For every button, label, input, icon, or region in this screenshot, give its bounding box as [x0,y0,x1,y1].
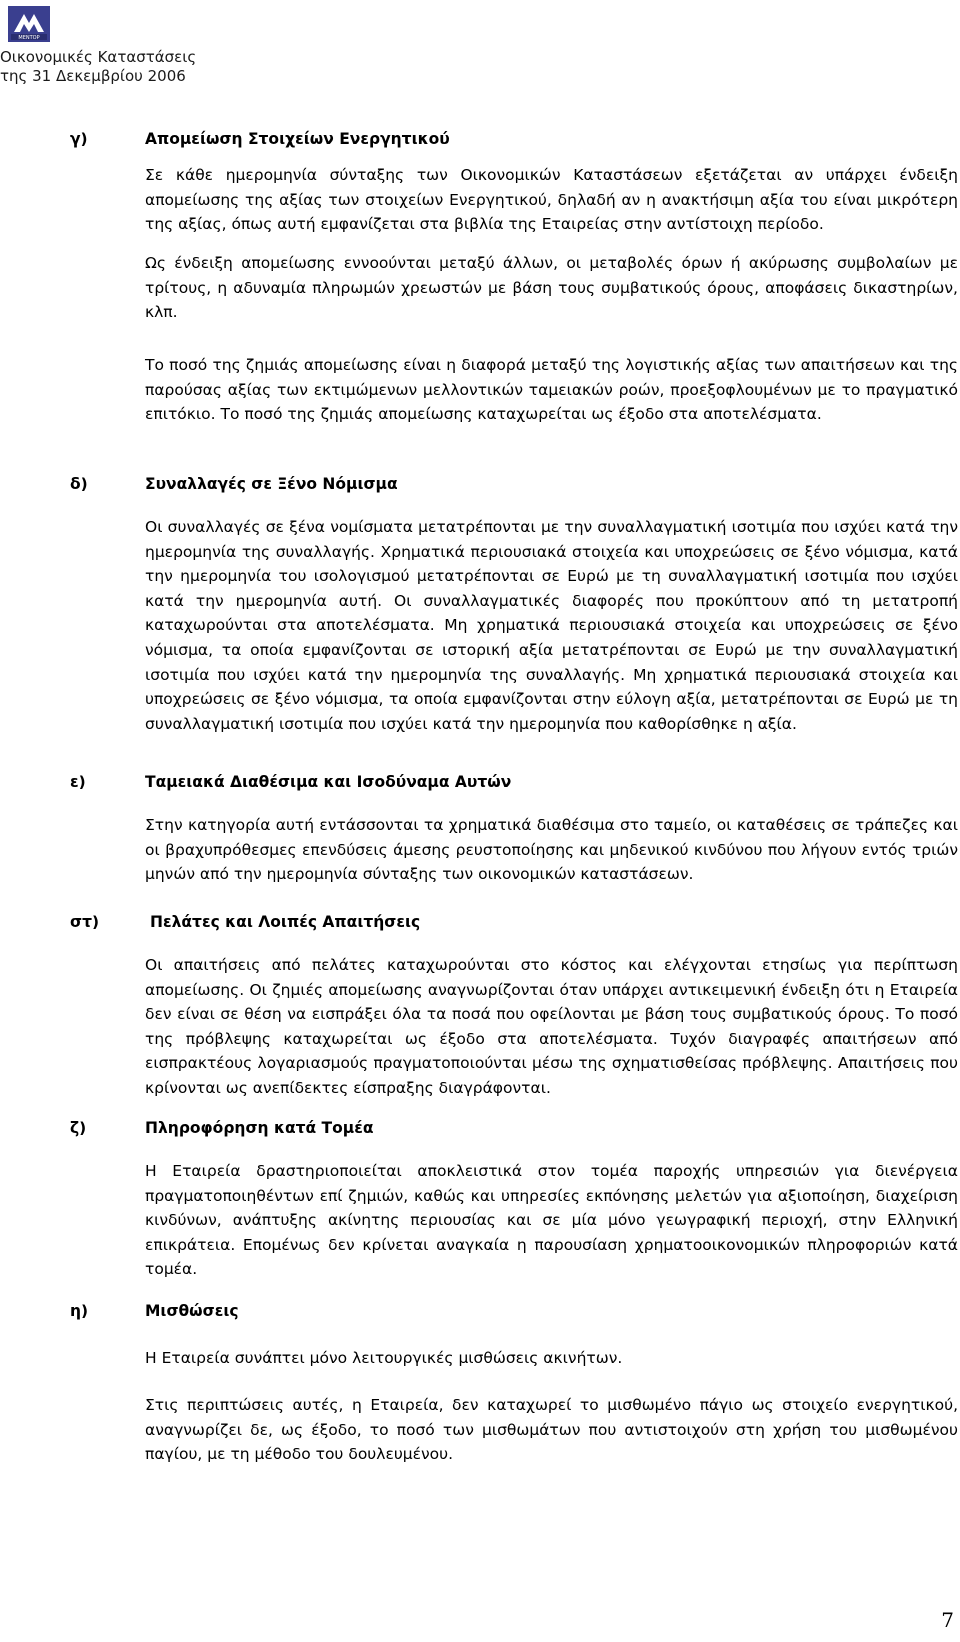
paragraph: Ως ένδειξη απομείωσης εννοούνται μεταξύ άλλων, οι μεταβολές όρων ή ακύρωσης συμβολαίων με τρίτους, η αδυναμία πληρωμών χρεωστών με βάση τους συμβατικούς όρους, αποφάσεις δικαστηρίων, κλπ. [145,254,958,322]
section-letter: ε) [70,773,86,791]
paragraph: Η Εταιρεία δραστηριοποιείται αποκλειστικά στον τομέα παροχής υπηρεσιών για διενέργεια πραγματοποιηθέντων επί ζημιών, καθώς και υπηρεσίες εκπόνησης μελετών για αξιοποίηση, διαχείριση κινδύνων, ανάπτυξης ακίνητης περιουσίας και σε μία μόνο γεωγραφική περιοχή, στην Ελληνική επικράτεια. Επομένως δεν κρίνεται αναγκαία η παρουσίαση χρηματοοικονομικών πληροφοριών κατά τομέα. [145,1162,958,1279]
paragraph: Σε κάθε ημερομηνία σύνταξης των Οικονομικών Καταστάσεων εξετάζεται αν υπάρχει ένδειξη απομείωσης της αξίας των στοιχείων Ενεργητικού, δηλαδή αν η ανακτήσιμη αξία του είναι μικρότερη της αξίας, όπως αυτή εμφανίζεται στα βιβλία της Εταιρείας στην αντίστοιχη περίοδο. [145,166,958,234]
section-title: Μισθώσεις [145,1302,239,1320]
company-title-line2: της 31 Δεκεμβρίου 2006 [0,67,186,85]
section-letter: ζ) [70,1119,87,1137]
section-title: Ταμειακά Διαθέσιμα και Ισοδύναμα Αυτών [145,773,512,791]
paragraph: Στις περιπτώσεις αυτές, η Εταιρεία, δεν καταχωρεί το μισθωμένο πάγιο ως στοιχείο ενεργητικού, αναγνωρίζει δε, ως έξοδο, το ποσό των μισθωμάτων που αντιστοιχούν στη χρήση του μισθωμένου παγίου, με τη μέθοδο του δουλευμένου. [145,1396,958,1464]
section-letter: γ) [70,130,88,148]
paragraph: Στην κατηγορία αυτή εντάσσονται τα χρηματικά διαθέσιμα στο ταμείο, οι καταθέσεις σε τράπεζες και οι βραχυπρόθεσμες επενδύσεις άμεσης ρευστοποίησης και μηδενικού κινδύνου που λήγουν εντός τριών μηνών από την ημερομηνία σύνταξης των οικονομικών καταστάσεων. [145,816,958,884]
section-title: Απομείωση Στοιχείων Ενεργητικού [145,130,450,148]
section-letter: στ) [70,913,100,931]
svg-text:MENTOP: MENTOP [18,35,40,41]
paragraph: Οι συναλλαγές σε ξένα νομίσματα μετατρέπονται με την συναλλαγματική ισοτιμία που ισχύει κατά την ημερομηνία της συναλλαγής. Χρηματικά περιουσιακά στοιχεία και υποχρεώσεις σε ξένο νόμισμα, κατά την ημερομηνία του ισολογισμού μετατρέπονται σε Ευρώ με τη συναλλαγματική ισοτιμία που ισχύει κατά την ημερομηνία αυτή. Οι συναλλαγματικές διαφορές που προκύπτουν από τη μετατροπή καταχωρούνται στα αποτελέσματα. Μη χρηματικά περιουσιακά στοιχεία και υποχρεώσεις σε ξένο νόμισμα, τα οποία εμφανίζονται σε ιστορική αξία μετατρέπονται σε Ευρώ με την συναλλαγματική ισοτιμία που ισχύει κατά την ημερομηνία της συναλλαγής. Μη χρηματικά περιουσιακά στοιχεία και υποχρεώσεις σε ξένο νόμισμα, τα οποία εμφανίζονται στην εύλογη αξία, μετατρέπονται σε Ευρώ με τη συναλλαγματική ισοτιμία που ισχύει κατά την ημερομηνία που καθορίσθηκε η αξία. [145,518,958,733]
page-number: 7 [941,1608,954,1632]
paragraph: Οι απαιτήσεις από πελάτες καταχωρούνται στο κόστος και ελέγχονται ετησίως για περίπτωση απομείωσης. Οι ζημιές απομείωσης αναγνωρίζονται όταν υπάρχει αντικειμενική ένδειξη ότι η Εταιρεία δεν είναι σε θέση να εισπράξει όλα τα ποσά που οφείλονται με βάση τους συμβατικούς όρους. Το ποσό της πρόβλεψης καταχωρείται ως έξοδο στα αποτελέσματα. Τυχόν διαγραφές απαιτήσεων από εισπρακτέους λογαριασμούς πραγματοποιούνται μέσω της σχηματισθείσας πρόβλεψης. Απαιτήσεις που κρίνονται ως ανεπίδεκτες είσπραξης διαγράφονται. [145,956,958,1097]
paragraph: Το ποσό της ζημιάς απομείωσης είναι η διαφορά μεταξύ της λογιστικής αξίας των απαιτήσεων και της παρούσας αξίας των εκτιμώμενων μελλοντικών ταμειακών ροών, προεξοφλουμένων με το πραγματικό επιτόκιο. Το ποσό της ζημιάς απομείωσης καταχωρείται ως έξοδο στα αποτελέσματα. [145,356,958,424]
company-title-line1: Οικονομικές Καταστάσεις [0,48,197,66]
section-letter: δ) [70,475,88,493]
paragraph: Η Εταιρεία συνάπτει μόνο λειτουργικές μισθώσεις ακινήτων. [145,1349,623,1367]
company-logo [8,6,50,42]
section-title: Συναλλαγές σε Ξένο Νόμισμα [145,475,398,493]
section-title: Πληροφόρηση κατά Τομέα [145,1119,374,1137]
section-letter: η) [70,1302,89,1320]
section-title: Πελάτες και Λοιπές Απαιτήσεις [150,913,421,931]
